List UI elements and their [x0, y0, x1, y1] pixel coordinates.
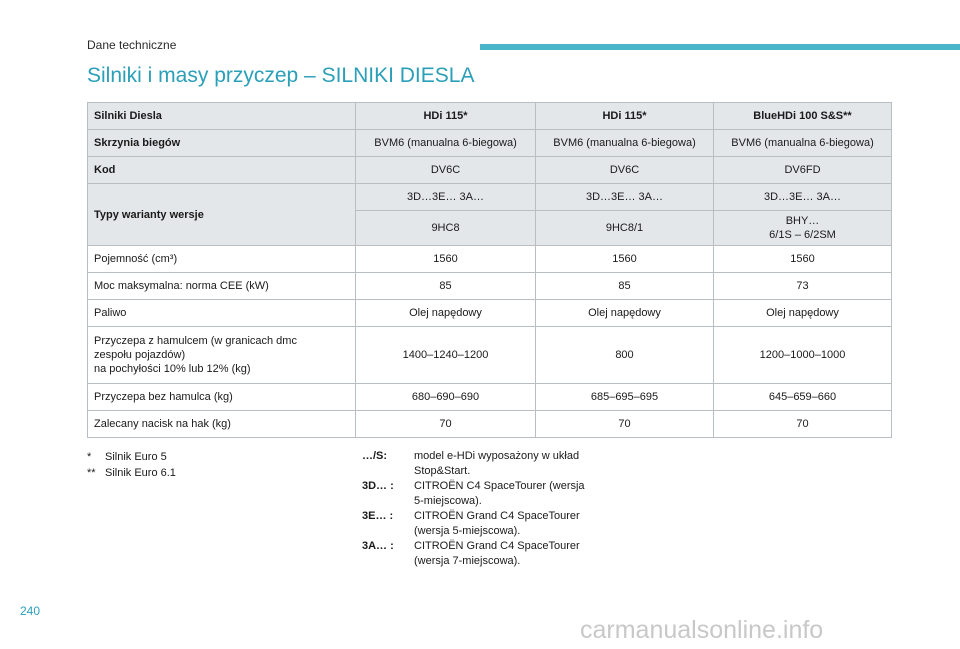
legend-key: 3A… :	[362, 540, 394, 552]
table-row-code	[88, 157, 892, 184]
footnote-mark: *	[87, 451, 92, 463]
table-cell: 73	[714, 273, 892, 300]
header-cell: HDi 115*	[356, 103, 536, 130]
label-line: na pochyłości 10% lub 12% (kg)	[94, 363, 251, 375]
table-cell: Olej napędowy	[714, 300, 892, 327]
table-cell: 3D…3E… 3A…	[714, 184, 892, 211]
footnotes	[87, 449, 176, 481]
legend-key: 3E… :	[362, 510, 394, 522]
section-accent-bar	[480, 44, 960, 50]
engine-specs-table	[87, 102, 892, 438]
legend-key: 3D… :	[362, 480, 394, 492]
table-cell: BVM6 (manualna 6-biegowa)	[536, 130, 714, 157]
legend-value	[414, 449, 614, 479]
table-cell: 3D…3E… 3A…	[356, 184, 536, 211]
table-cell: 1560	[714, 246, 892, 273]
legend-line: 5-miejscowa).	[414, 495, 482, 507]
table-cell: 3D…3E… 3A…	[536, 184, 714, 211]
table-cell	[714, 211, 892, 246]
cell-line: 6/1S – 6/2SM	[769, 229, 836, 241]
legend-line: Stop&Start.	[414, 465, 471, 477]
page-number: 240	[20, 604, 41, 618]
label-line: Przyczepa z hamulcem (w granicach dmc	[94, 335, 297, 347]
table-row-variants	[88, 184, 892, 211]
row-label: Typy warianty wersje	[88, 184, 356, 246]
table-cell: 70	[356, 411, 536, 438]
row-label: Zalecany nacisk na hak (kg)	[88, 411, 356, 438]
footnote-text: Silnik Euro 5	[105, 451, 167, 463]
table-row-power	[88, 273, 892, 300]
table-cell: 680–690–690	[356, 384, 536, 411]
legend-line: (wersja 7-miejscowa).	[414, 555, 521, 567]
legend-line: CITROËN Grand C4 SpaceTourer	[414, 510, 580, 522]
row-label: Skrzynia biegów	[88, 130, 356, 157]
table-cell: 800	[536, 327, 714, 384]
legend-key: …/S:	[362, 450, 388, 462]
label-line: zespołu pojazdów)	[94, 349, 186, 361]
watermark: carmanualsonline.info	[580, 616, 824, 644]
table-cell: 685–695–695	[536, 384, 714, 411]
legend-line: model e-HDi wyposażony w układ	[414, 450, 580, 462]
table-row-fuel	[88, 300, 892, 327]
table-cell: DV6FD	[714, 157, 892, 184]
legend-item	[362, 509, 622, 539]
table-cell: 9HC8	[356, 211, 536, 246]
legend-item	[362, 479, 622, 509]
header-cell: Silniki Diesla	[88, 103, 356, 130]
table-cell: DV6C	[356, 157, 536, 184]
row-label: Kod	[88, 157, 356, 184]
table-cell: BVM6 (manualna 6-biegowa)	[714, 130, 892, 157]
table-row-braked-trailer	[88, 327, 892, 384]
row-label	[88, 327, 356, 384]
version-legend	[362, 449, 622, 569]
table-cell: 70	[714, 411, 892, 438]
table-cell: 9HC8/1	[536, 211, 714, 246]
table-row-gearbox	[88, 130, 892, 157]
cell-line: BHY…	[785, 215, 820, 227]
table-cell: 85	[356, 273, 536, 300]
table-cell: 645–659–660	[714, 384, 892, 411]
table-row-unbraked-trailer	[88, 384, 892, 411]
table-cell: 70	[536, 411, 714, 438]
legend-value	[414, 479, 614, 509]
table-cell: Olej napędowy	[536, 300, 714, 327]
legend-line: CITROËN C4 SpaceTourer (wersja	[414, 480, 585, 492]
footnote	[87, 449, 176, 465]
header-cell: BlueHDi 100 S&S**	[714, 103, 892, 130]
table-header-row	[88, 103, 892, 130]
legend-line: CITROËN Grand C4 SpaceTourer	[414, 540, 580, 552]
row-label: Paliwo	[88, 300, 356, 327]
row-label: Moc maksymalna: norma CEE (kW)	[88, 273, 356, 300]
table-cell: 1400–1240–1200	[356, 327, 536, 384]
footnote	[87, 465, 176, 481]
table-cell: 1560	[356, 246, 536, 273]
legend-line: (wersja 5-miejscowa).	[414, 525, 521, 537]
row-label: Przyczepa bez hamulca (kg)	[88, 384, 356, 411]
page-title: Silniki i masy przyczep – SILNIKI DIESLA	[87, 64, 475, 87]
row-label: Pojemność (cm³)	[88, 246, 356, 273]
legend-value	[414, 509, 614, 539]
table-cell: Olej napędowy	[356, 300, 536, 327]
header-cell: HDi 115*	[536, 103, 714, 130]
legend-item	[362, 449, 622, 479]
table-row-capacity	[88, 246, 892, 273]
legend-value	[414, 539, 614, 569]
table-cell: DV6C	[536, 157, 714, 184]
table-cell: 1200–1000–1000	[714, 327, 892, 384]
footnote-mark: **	[87, 467, 96, 479]
legend-item	[362, 539, 622, 569]
section-label: Dane techniczne	[87, 38, 177, 52]
table-cell: 85	[536, 273, 714, 300]
table-cell: BVM6 (manualna 6-biegowa)	[356, 130, 536, 157]
table-cell: 1560	[536, 246, 714, 273]
footnote-text: Silnik Euro 6.1	[105, 467, 176, 479]
table-row-tow-load	[88, 411, 892, 438]
